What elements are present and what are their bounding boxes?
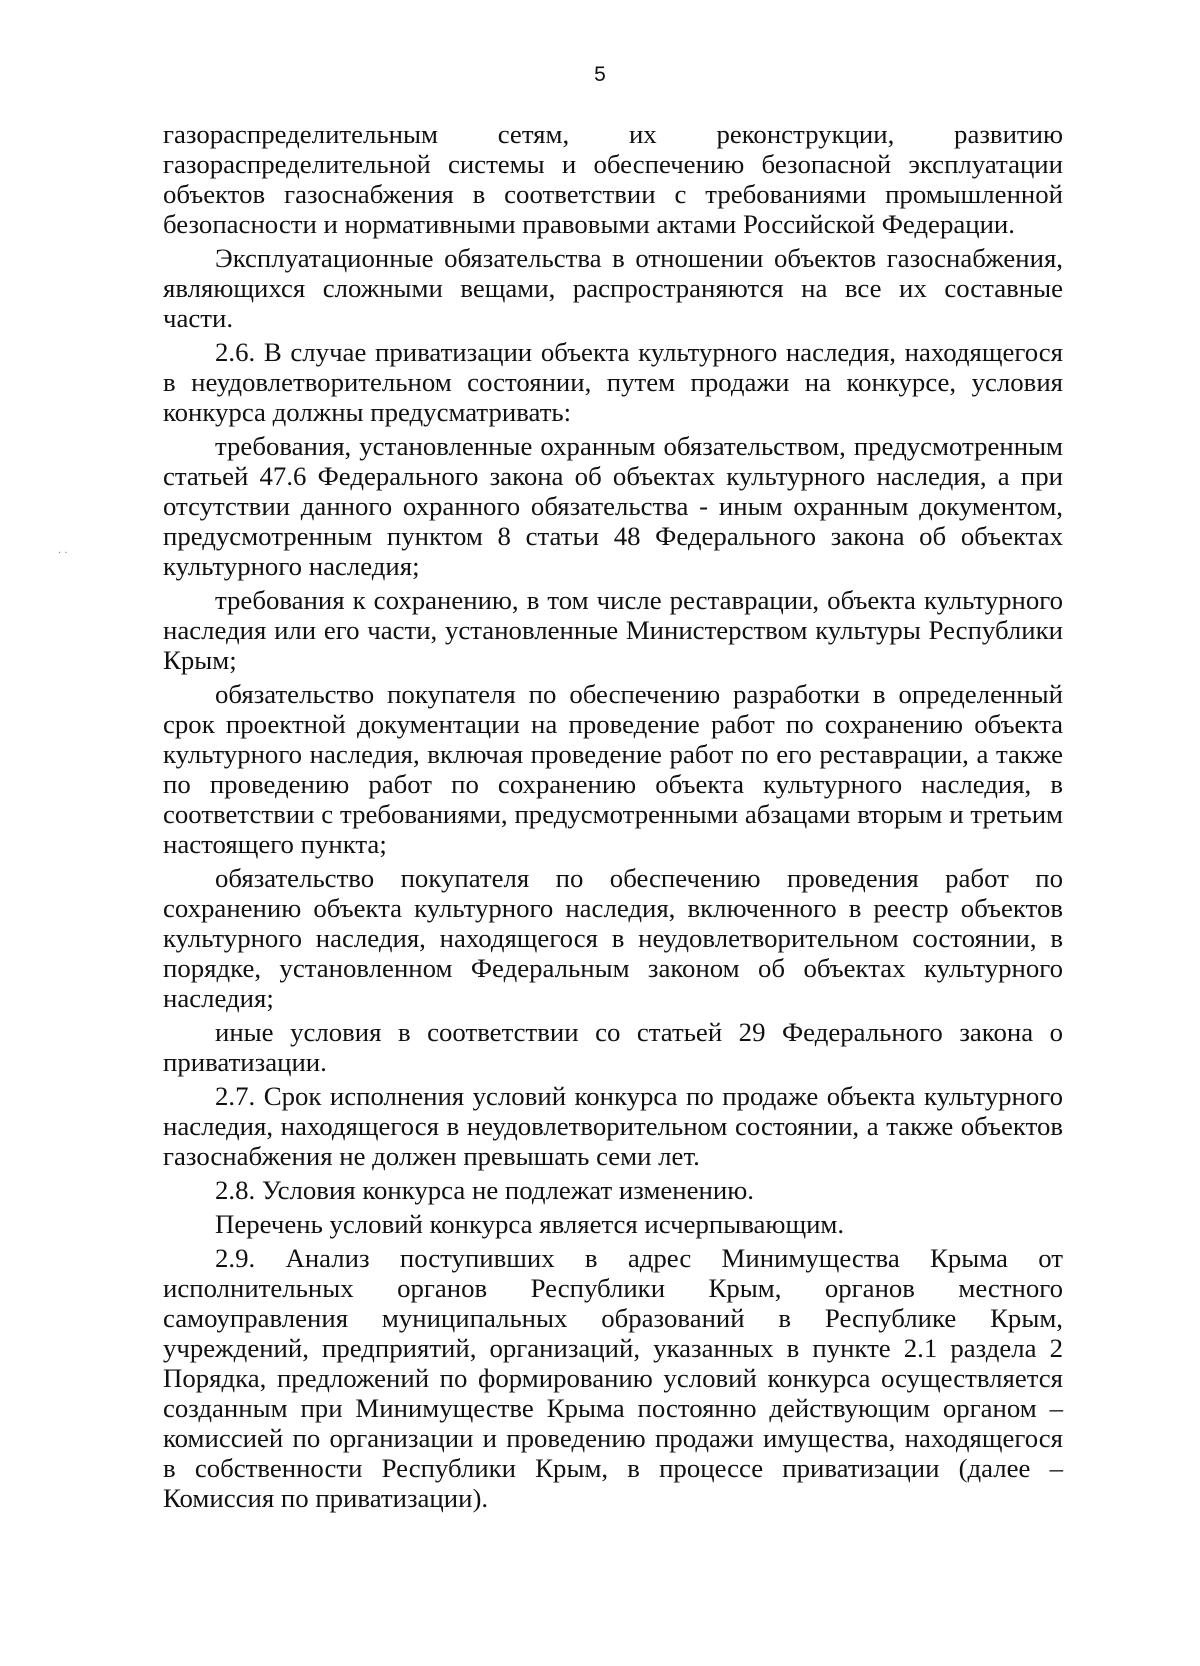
paragraph: 2.7. Срок исполнения условий конкурса по продаже объекта культурного наследия, находящегося в неудовлетворительном состоянии, а также объектов газоснабжения не должен превышать семи лет. — [163, 1081, 1063, 1171]
scan-artifact: · · — [58, 548, 68, 559]
paragraph: Эксплуатационные обязательства в отношении объектов газоснабжения, являющихся сложными вещами, распространяются на все их составные части. — [163, 243, 1063, 333]
paragraph: обязательство покупателя по обеспечению проведения работ по сохранению объекта культурного наследия, включенного в реестр объектов культурного наследия, находящегося в неудовлетворительном состоянии, в порядке, установленном Федеральным законом об объектах культурного наследия; — [163, 863, 1063, 1013]
paragraph: требования к сохранению, в том числе реставрации, объекта культурного наследия или его части, установленные Министерством культуры Республики Крым; — [163, 585, 1063, 675]
paragraph: 2.6. В случае приватизации объекта культурного наследия, находящегося в неудовлетворительном состоянии, путем продажи на конкурсе, условия конкурса должны предусматривать: — [163, 337, 1063, 427]
paragraph: Перечень условий конкурса является исчерпывающим. — [215, 1209, 845, 1239]
document-body — [163, 119, 1063, 1517]
page-number: 5 — [594, 63, 606, 86]
paragraph: иные условия в соответствии со статьей 29 Федерального закона о приватизации. — [163, 1017, 1063, 1077]
paragraph: 2.8. Условия конкурса не подлежат изменению. — [215, 1175, 754, 1205]
paragraph: газораспределительным сетям, их реконструкции, развитию газораспределительной системы и обеспечению безопасной эксплуатации объектов газоснабжения в соответствии с требованиями промышленной безопасности и нормативными правовыми актами Российской Федерации. — [163, 119, 1063, 239]
paragraph: 2.9. Анализ поступивших в адрес Минимущества Крыма от исполнительных органов Республики Крым, органов местного самоуправления муниципальных образований в Республике Крым, учреждений, предприятий, организаций, указанных в пункте 2.1 раздела 2 Порядка, предложений по формированию условий конкурса осуществляется созданным при Минимуществе Крыма постоянно действующим органом – комиссией по организации и проведению продажи имущества, находящегося в собственности Республики Крым, в процессе приватизации (далее – Комиссия по приватизации). — [163, 1243, 1063, 1513]
paragraph: обязательство покупателя по обеспечению разработки в определенный срок проектной документации на проведение работ по сохранению объекта культурного наследия, включая проведение работ по его реставрации, а также по проведению работ по сохранению объекта культурного наследия, в соответствии с требованиями, предусмотренными абзацами вторым и третьим настоящего пункта; — [163, 679, 1063, 859]
paragraph: требования, установленные охранным обязательством, предусмотренным статьей 47.6 Федерального закона об объектах культурного наследия, а при отсутствии данного охранного обязательства - иным охранным документом, предусмотренным пунктом 8 статьи 48 Федерального закона об объектах культурного наследия; — [163, 431, 1063, 581]
